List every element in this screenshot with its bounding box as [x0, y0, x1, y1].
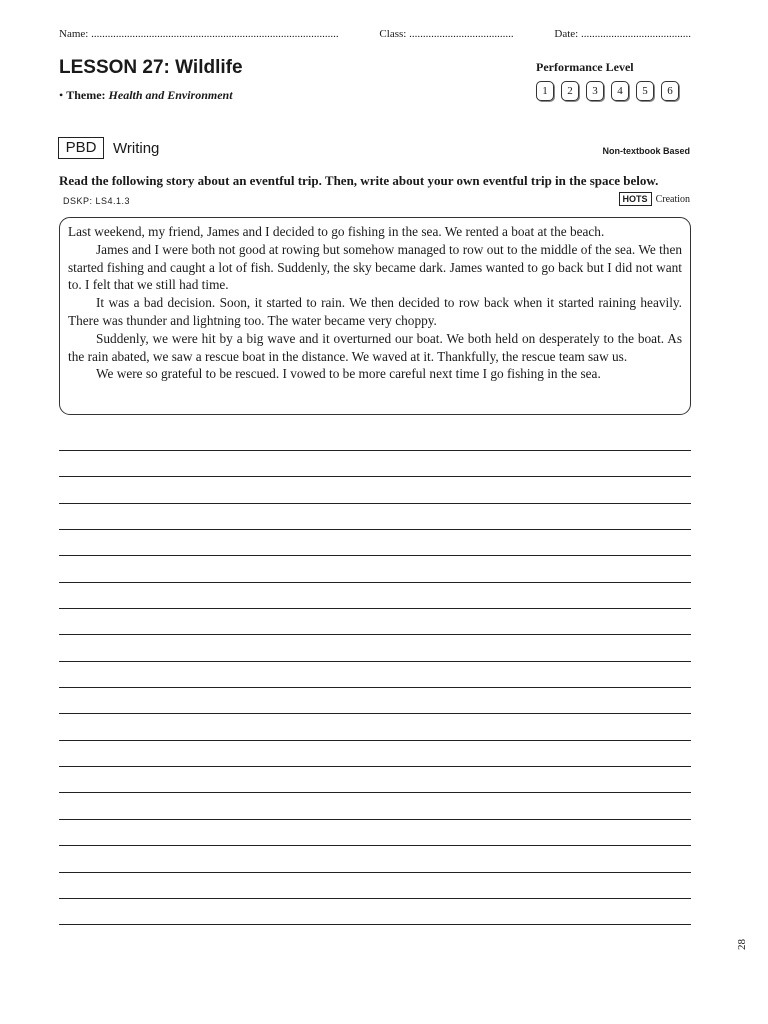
student-info-header: [59, 28, 691, 40]
writing-line[interactable]: [59, 476, 691, 502]
story-paragraph: James and I were both not good at rowing but somehow managed to row out to the middle of the sea. We then started fishing and caught a lot of fish. Suddenly, the sky became dark. James wanted to go back but I did not want to. I felt that we still had time.: [68, 241, 682, 293]
writing-line[interactable]: [59, 503, 691, 529]
performance-level-4[interactable]: 4: [611, 81, 629, 101]
theme-line: [59, 88, 233, 103]
writing-line[interactable]: [59, 713, 691, 739]
writing-line[interactable]: [59, 872, 691, 898]
writing-area[interactable]: [59, 450, 691, 951]
writing-line[interactable]: [59, 819, 691, 845]
writing-line[interactable]: [59, 792, 691, 818]
name-field[interactable]: Name: ..........................................................................................: [59, 28, 339, 40]
writing-line[interactable]: [59, 634, 691, 660]
writing-line[interactable]: [59, 555, 691, 581]
performance-level-3[interactable]: 3: [586, 81, 604, 101]
hots-indicator: [619, 192, 690, 206]
performance-level-boxes: [536, 81, 679, 101]
theme-value: Health and Environment: [108, 88, 233, 102]
date-field[interactable]: Date: ........................................: [554, 28, 691, 40]
performance-level-1[interactable]: 1: [536, 81, 554, 101]
pbd-badge: PBD: [58, 137, 104, 159]
performance-level-6[interactable]: 6: [661, 81, 679, 101]
story-paragraph: Last weekend, my friend, James and I decided to go fishing in the sea. We rented a boat at the beach.: [68, 224, 605, 239]
writing-line[interactable]: [59, 529, 691, 555]
writing-line[interactable]: [59, 766, 691, 792]
section-title: Writing: [113, 140, 160, 157]
instructions: [59, 171, 691, 211]
writing-line[interactable]: [59, 845, 691, 871]
non-textbook-tag: Non-textbook Based: [602, 146, 690, 156]
theme-bullet: •: [59, 88, 64, 102]
story-box: [59, 217, 691, 415]
lesson-title: LESSON 27: Wildlife: [59, 57, 243, 78]
writing-line[interactable]: [59, 924, 691, 950]
hots-badge: HOTS: [619, 192, 652, 206]
performance-level-5[interactable]: 5: [636, 81, 654, 101]
writing-line[interactable]: [59, 608, 691, 634]
writing-line[interactable]: [59, 898, 691, 924]
writing-line[interactable]: [59, 740, 691, 766]
writing-line[interactable]: [59, 661, 691, 687]
page-number: 28: [736, 939, 748, 950]
performance-level-2[interactable]: 2: [561, 81, 579, 101]
story-paragraph: We were so grateful to be rescued. I vowed to be more careful next time I go fishing in the sea.: [96, 366, 601, 382]
dskp-code: DSKP: LS4.1.3: [63, 196, 131, 206]
writing-line[interactable]: [59, 687, 691, 713]
story-paragraph: Suddenly, we were hit by a big wave and it overturned our boat. We both held on desperately to the boat. As the rain abated, we saw a rescue boat in the distance. We waved at it. Thankfully, the rescue team saw us.: [68, 330, 682, 364]
hots-type: Creation: [655, 193, 690, 205]
class-field[interactable]: Class: ......................................: [379, 28, 514, 40]
instructions-text: Read the following story about an eventful trip. Then, write about your own eventful trip in the space below.: [59, 173, 659, 188]
writing-line[interactable]: [59, 582, 691, 608]
writing-line[interactable]: [59, 450, 691, 476]
story-paragraph: It was a bad decision. Soon, it started to rain. We then decided to row back when it started raining heavily. There was thunder and lightning too. The water became very choppy.: [68, 295, 682, 328]
performance-level-label: Performance Level: [536, 60, 634, 74]
theme-label: Theme:: [66, 88, 106, 102]
